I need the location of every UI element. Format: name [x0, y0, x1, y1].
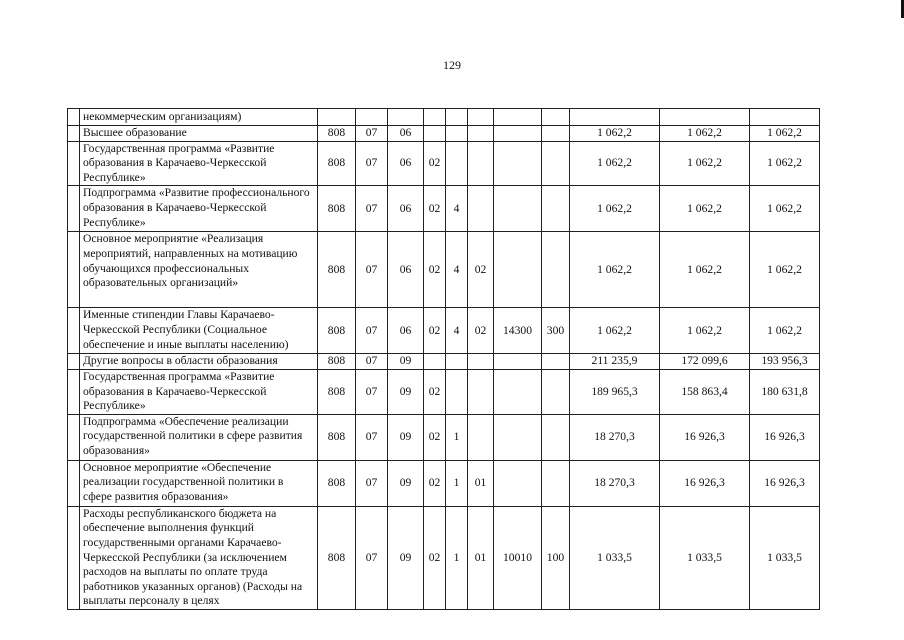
section-cell: 07: [356, 141, 388, 186]
ministry-code-cell: 808: [318, 414, 356, 460]
subprogram-cell: [446, 354, 468, 370]
program-cell: [424, 126, 446, 142]
expense-code-cell: [494, 186, 542, 232]
subsection-cell: 09: [388, 414, 424, 460]
amount-2021-cell: 1 062,2: [750, 141, 820, 186]
expense-code-cell: [494, 232, 542, 308]
subprogram-cell: 4: [446, 232, 468, 308]
activity-cell: [468, 141, 494, 186]
row-gutter-cell: [68, 232, 80, 308]
row-name-cell: Другие вопросы в области образования: [80, 354, 318, 370]
amount-2020-cell: 172 099,6: [660, 354, 750, 370]
program-cell: [424, 109, 446, 126]
activity-cell: [468, 369, 494, 414]
program-cell: 02: [424, 308, 446, 354]
table-row: [68, 369, 820, 414]
section-cell: [356, 109, 388, 126]
amount-2021-cell: 1 062,2: [750, 232, 820, 308]
activity-cell: [468, 109, 494, 126]
subprogram-cell: 1: [446, 414, 468, 460]
amount-2021-cell: 16 926,3: [750, 414, 820, 460]
row-name-cell: Подпрограмма «Обеспечение реализации государственной политики в сфере развития образования»: [80, 414, 318, 460]
expense-type-cell: [542, 109, 570, 126]
subsection-cell: 09: [388, 460, 424, 506]
row-name-cell: Высшее образование: [80, 126, 318, 142]
ministry-code-cell: 808: [318, 460, 356, 506]
expense-code-cell: [494, 126, 542, 142]
section-cell: 07: [356, 354, 388, 370]
expense-type-cell: [542, 460, 570, 506]
program-cell: 02: [424, 369, 446, 414]
program-cell: [424, 354, 446, 370]
section-cell: 07: [356, 126, 388, 142]
subprogram-cell: 4: [446, 186, 468, 232]
section-cell: 07: [356, 460, 388, 506]
program-cell: 02: [424, 414, 446, 460]
amount-2019-cell: [570, 109, 660, 126]
ministry-code-cell: 808: [318, 506, 356, 609]
row-gutter-cell: [68, 414, 80, 460]
program-cell: 02: [424, 460, 446, 506]
expense-code-cell: 10010: [494, 506, 542, 609]
row-name-cell: некоммерческим организациям): [80, 109, 318, 126]
section-cell: 07: [356, 414, 388, 460]
activity-cell: 01: [468, 506, 494, 609]
expense-type-cell: [542, 141, 570, 186]
subsection-cell: 09: [388, 369, 424, 414]
activity-cell: 01: [468, 460, 494, 506]
amount-2020-cell: 1 062,2: [660, 186, 750, 232]
amount-2021-cell: 180 631,8: [750, 369, 820, 414]
subsection-cell: 06: [388, 141, 424, 186]
program-cell: 02: [424, 186, 446, 232]
amount-2019-cell: 1 062,2: [570, 308, 660, 354]
table-row: [68, 460, 820, 506]
row-gutter-cell: [68, 109, 80, 126]
ministry-code-cell: 808: [318, 369, 356, 414]
section-cell: 07: [356, 506, 388, 609]
subsection-cell: 06: [388, 232, 424, 308]
section-cell: 07: [356, 186, 388, 232]
expense-code-cell: [494, 460, 542, 506]
expense-code-cell: 14300: [494, 308, 542, 354]
ministry-code-cell: 808: [318, 308, 356, 354]
row-gutter-cell: [68, 460, 80, 506]
activity-cell: [468, 126, 494, 142]
expense-type-cell: [542, 126, 570, 142]
amount-2020-cell: 158 863,4: [660, 369, 750, 414]
table-row: [68, 414, 820, 460]
subsection-cell: [388, 109, 424, 126]
amount-2019-cell: 1 062,2: [570, 186, 660, 232]
activity-cell: 02: [468, 308, 494, 354]
row-name-cell: Государственная программа «Развитие образования в Карачаево-Черкесской Республике»: [80, 369, 318, 414]
row-name-cell: Основное мероприятие «Обеспечение реализации государственной политики в сфере развития образования»: [80, 460, 318, 506]
activity-cell: [468, 414, 494, 460]
amount-2019-cell: 189 965,3: [570, 369, 660, 414]
expense-code-cell: [494, 141, 542, 186]
subprogram-cell: [446, 141, 468, 186]
expense-type-cell: [542, 414, 570, 460]
amount-2020-cell: [660, 109, 750, 126]
amount-2019-cell: 1 033,5: [570, 506, 660, 609]
amount-2019-cell: 1 062,2: [570, 232, 660, 308]
amount-2021-cell: 16 926,3: [750, 460, 820, 506]
row-gutter-cell: [68, 369, 80, 414]
amount-2020-cell: 16 926,3: [660, 460, 750, 506]
program-cell: 02: [424, 506, 446, 609]
amount-2019-cell: 1 062,2: [570, 141, 660, 186]
expense-type-cell: 300: [542, 308, 570, 354]
row-name-cell: Подпрограмма «Развитие профессионального образования в Карачаево-Черкесской Республике»: [80, 186, 318, 232]
amount-2020-cell: 1 062,2: [660, 126, 750, 142]
ministry-code-cell: [318, 109, 356, 126]
ministry-code-cell: 808: [318, 186, 356, 232]
amount-2019-cell: 211 235,9: [570, 354, 660, 370]
table-row: [68, 232, 820, 308]
ministry-code-cell: 808: [318, 141, 356, 186]
row-name-cell: Государственная программа «Развитие образования в Карачаево-Черкесской Республике»: [80, 141, 318, 186]
section-cell: 07: [356, 369, 388, 414]
activity-cell: 02: [468, 232, 494, 308]
ministry-code-cell: 808: [318, 354, 356, 370]
ministry-code-cell: 808: [318, 232, 356, 308]
table-row: [68, 186, 820, 232]
amount-2020-cell: 1 062,2: [660, 141, 750, 186]
row-gutter-cell: [68, 186, 80, 232]
activity-cell: [468, 354, 494, 370]
expense-type-cell: [542, 354, 570, 370]
amount-2021-cell: 1 062,2: [750, 308, 820, 354]
expense-code-cell: [494, 414, 542, 460]
expense-type-cell: [542, 186, 570, 232]
subsection-cell: 06: [388, 186, 424, 232]
row-name-cell: Расходы республиканского бюджета на обеспечение выполнения функций государственными органами Карачаево-Черкесской Республики (за исключением расходов на выплаты по оплате труда работников указанных органов) (Расходы на выплаты персоналу в целях: [80, 506, 318, 609]
row-gutter-cell: [68, 141, 80, 186]
program-cell: 02: [424, 232, 446, 308]
subsection-cell: 09: [388, 354, 424, 370]
budget-table: [67, 108, 820, 610]
amount-2021-cell: [750, 109, 820, 126]
amount-2020-cell: 1 033,5: [660, 506, 750, 609]
expense-code-cell: [494, 354, 542, 370]
subprogram-cell: [446, 369, 468, 414]
subsection-cell: 06: [388, 126, 424, 142]
amount-2019-cell: 18 270,3: [570, 460, 660, 506]
section-cell: 07: [356, 308, 388, 354]
subprogram-cell: [446, 126, 468, 142]
amount-2021-cell: 1 033,5: [750, 506, 820, 609]
amount-2019-cell: 1 062,2: [570, 126, 660, 142]
subsection-cell: 06: [388, 308, 424, 354]
amount-2021-cell: 1 062,2: [750, 186, 820, 232]
expense-type-cell: [542, 232, 570, 308]
table-row: [68, 109, 820, 126]
amount-2019-cell: 18 270,3: [570, 414, 660, 460]
activity-cell: [468, 186, 494, 232]
row-gutter-cell: [68, 126, 80, 142]
subprogram-cell: [446, 109, 468, 126]
row-gutter-cell: [68, 354, 80, 370]
table-row: [68, 506, 820, 609]
page-number: 129: [443, 58, 461, 72]
subprogram-cell: 4: [446, 308, 468, 354]
table-row: [68, 308, 820, 354]
table-row: [68, 141, 820, 186]
amount-2020-cell: 1 062,2: [660, 232, 750, 308]
table-body: [68, 109, 820, 610]
subprogram-cell: 1: [446, 506, 468, 609]
expense-code-cell: [494, 369, 542, 414]
row-name-cell: Именные стипендии Главы Карачаево-Черкесской Республики (Социальное обеспечение и иные выплаты населению): [80, 308, 318, 354]
row-name-cell: Основное мероприятие «Реализация мероприятий, направленных на мотивацию обучающихся профессиональных образовательных организаций»: [80, 232, 318, 308]
row-gutter-cell: [68, 308, 80, 354]
expense-type-cell: 100: [542, 506, 570, 609]
amount-2020-cell: 16 926,3: [660, 414, 750, 460]
amount-2021-cell: 193 956,3: [750, 354, 820, 370]
amount-2021-cell: 1 062,2: [750, 126, 820, 142]
subsection-cell: 09: [388, 506, 424, 609]
expense-type-cell: [542, 369, 570, 414]
table-row: [68, 354, 820, 370]
row-gutter-cell: [68, 506, 80, 609]
expense-code-cell: [494, 109, 542, 126]
ministry-code-cell: 808: [318, 126, 356, 142]
amount-2020-cell: 1 062,2: [660, 308, 750, 354]
subprogram-cell: 1: [446, 460, 468, 506]
program-cell: 02: [424, 141, 446, 186]
table-row: [68, 126, 820, 142]
section-cell: 07: [356, 232, 388, 308]
